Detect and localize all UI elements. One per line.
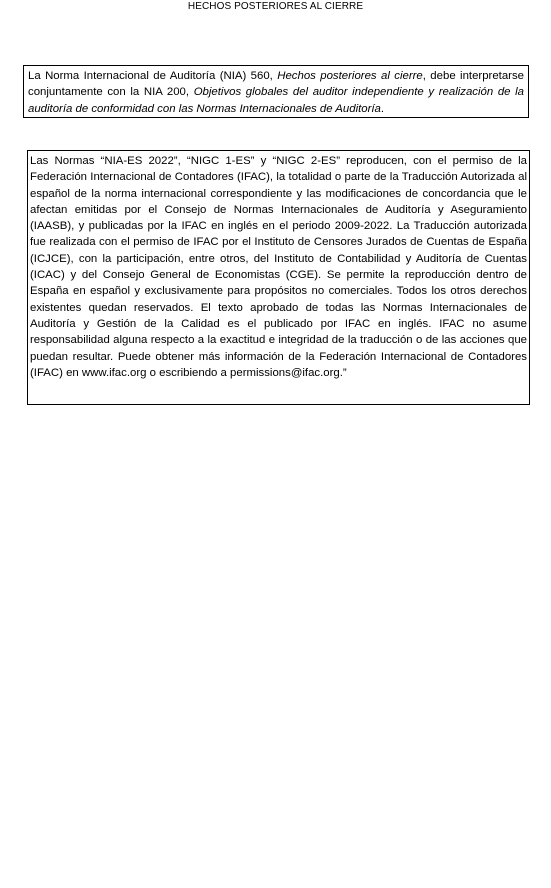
- intro-text-part-5: .: [380, 102, 385, 115]
- intro-box: [23, 65, 529, 118]
- intro-standard-title: Hechos posteriores al cierre: [277, 70, 423, 82]
- intro-text-part-1: La Norma Internacional de Auditoría (NIA) 560,: [28, 70, 278, 82]
- copyright-notice-text: Las Normas “NIA-ES 2022”, “NIGC 1-ES” y “NIGC 2-ES” reproducen, con el permiso de la Federación Internacional de Contadores (IFAC), la totalidad o parte de la Traducción Autorizada al español de la norma internacional correspondiente y las modificaciones de concordancia que le afectan emitidas por el Consejo de Normas Internacionales de Auditoría y Aseguramiento (IAASB), y publicadas por la IFAC en inglés en el periodo 2009-2022. La Traducción autorizada fue realizada con el permiso de IFAC por el Instituto de Censores Jurados de Cuentas de España (ICJCE), con la participación, entre otros, del Instituto de Contabilidad y Auditoría de Cuentas (ICAC) y del Consejo General de Economistas (CGE). Se permite la reproducción dentro de España en español y exclusivamente para propósitos no comerciales. Todos los otros derechos existentes quedan reservados. El texto aprobado de todas las Normas Internacionales de Auditoría y Gestión de la Calidad es el publicado por IFAC en inglés. IFAC no asume responsabilidad alguna respecto a la exactitud e integridad de la traducción o de las acciones que puedan resultar. Puede obtener más información de la Federación Internacional de Contadores (IFAC) en www.ifac.org o escribiendo a permissions@ifac.org.”: [30, 155, 527, 379]
- copyright-notice-box: [27, 150, 530, 405]
- page-header: HECHOS POSTERIORES AL CIERRE: [187, 1, 364, 12]
- intro-reference-title: Objetivos globales del auditor independiente y realización de la auditoría de conformidad con las Normas Internacionales de Auditoría: [28, 86, 525, 115]
- intro-text-part-3: , debe interpretarse conjuntamente con la NIA 200,: [28, 70, 524, 99]
